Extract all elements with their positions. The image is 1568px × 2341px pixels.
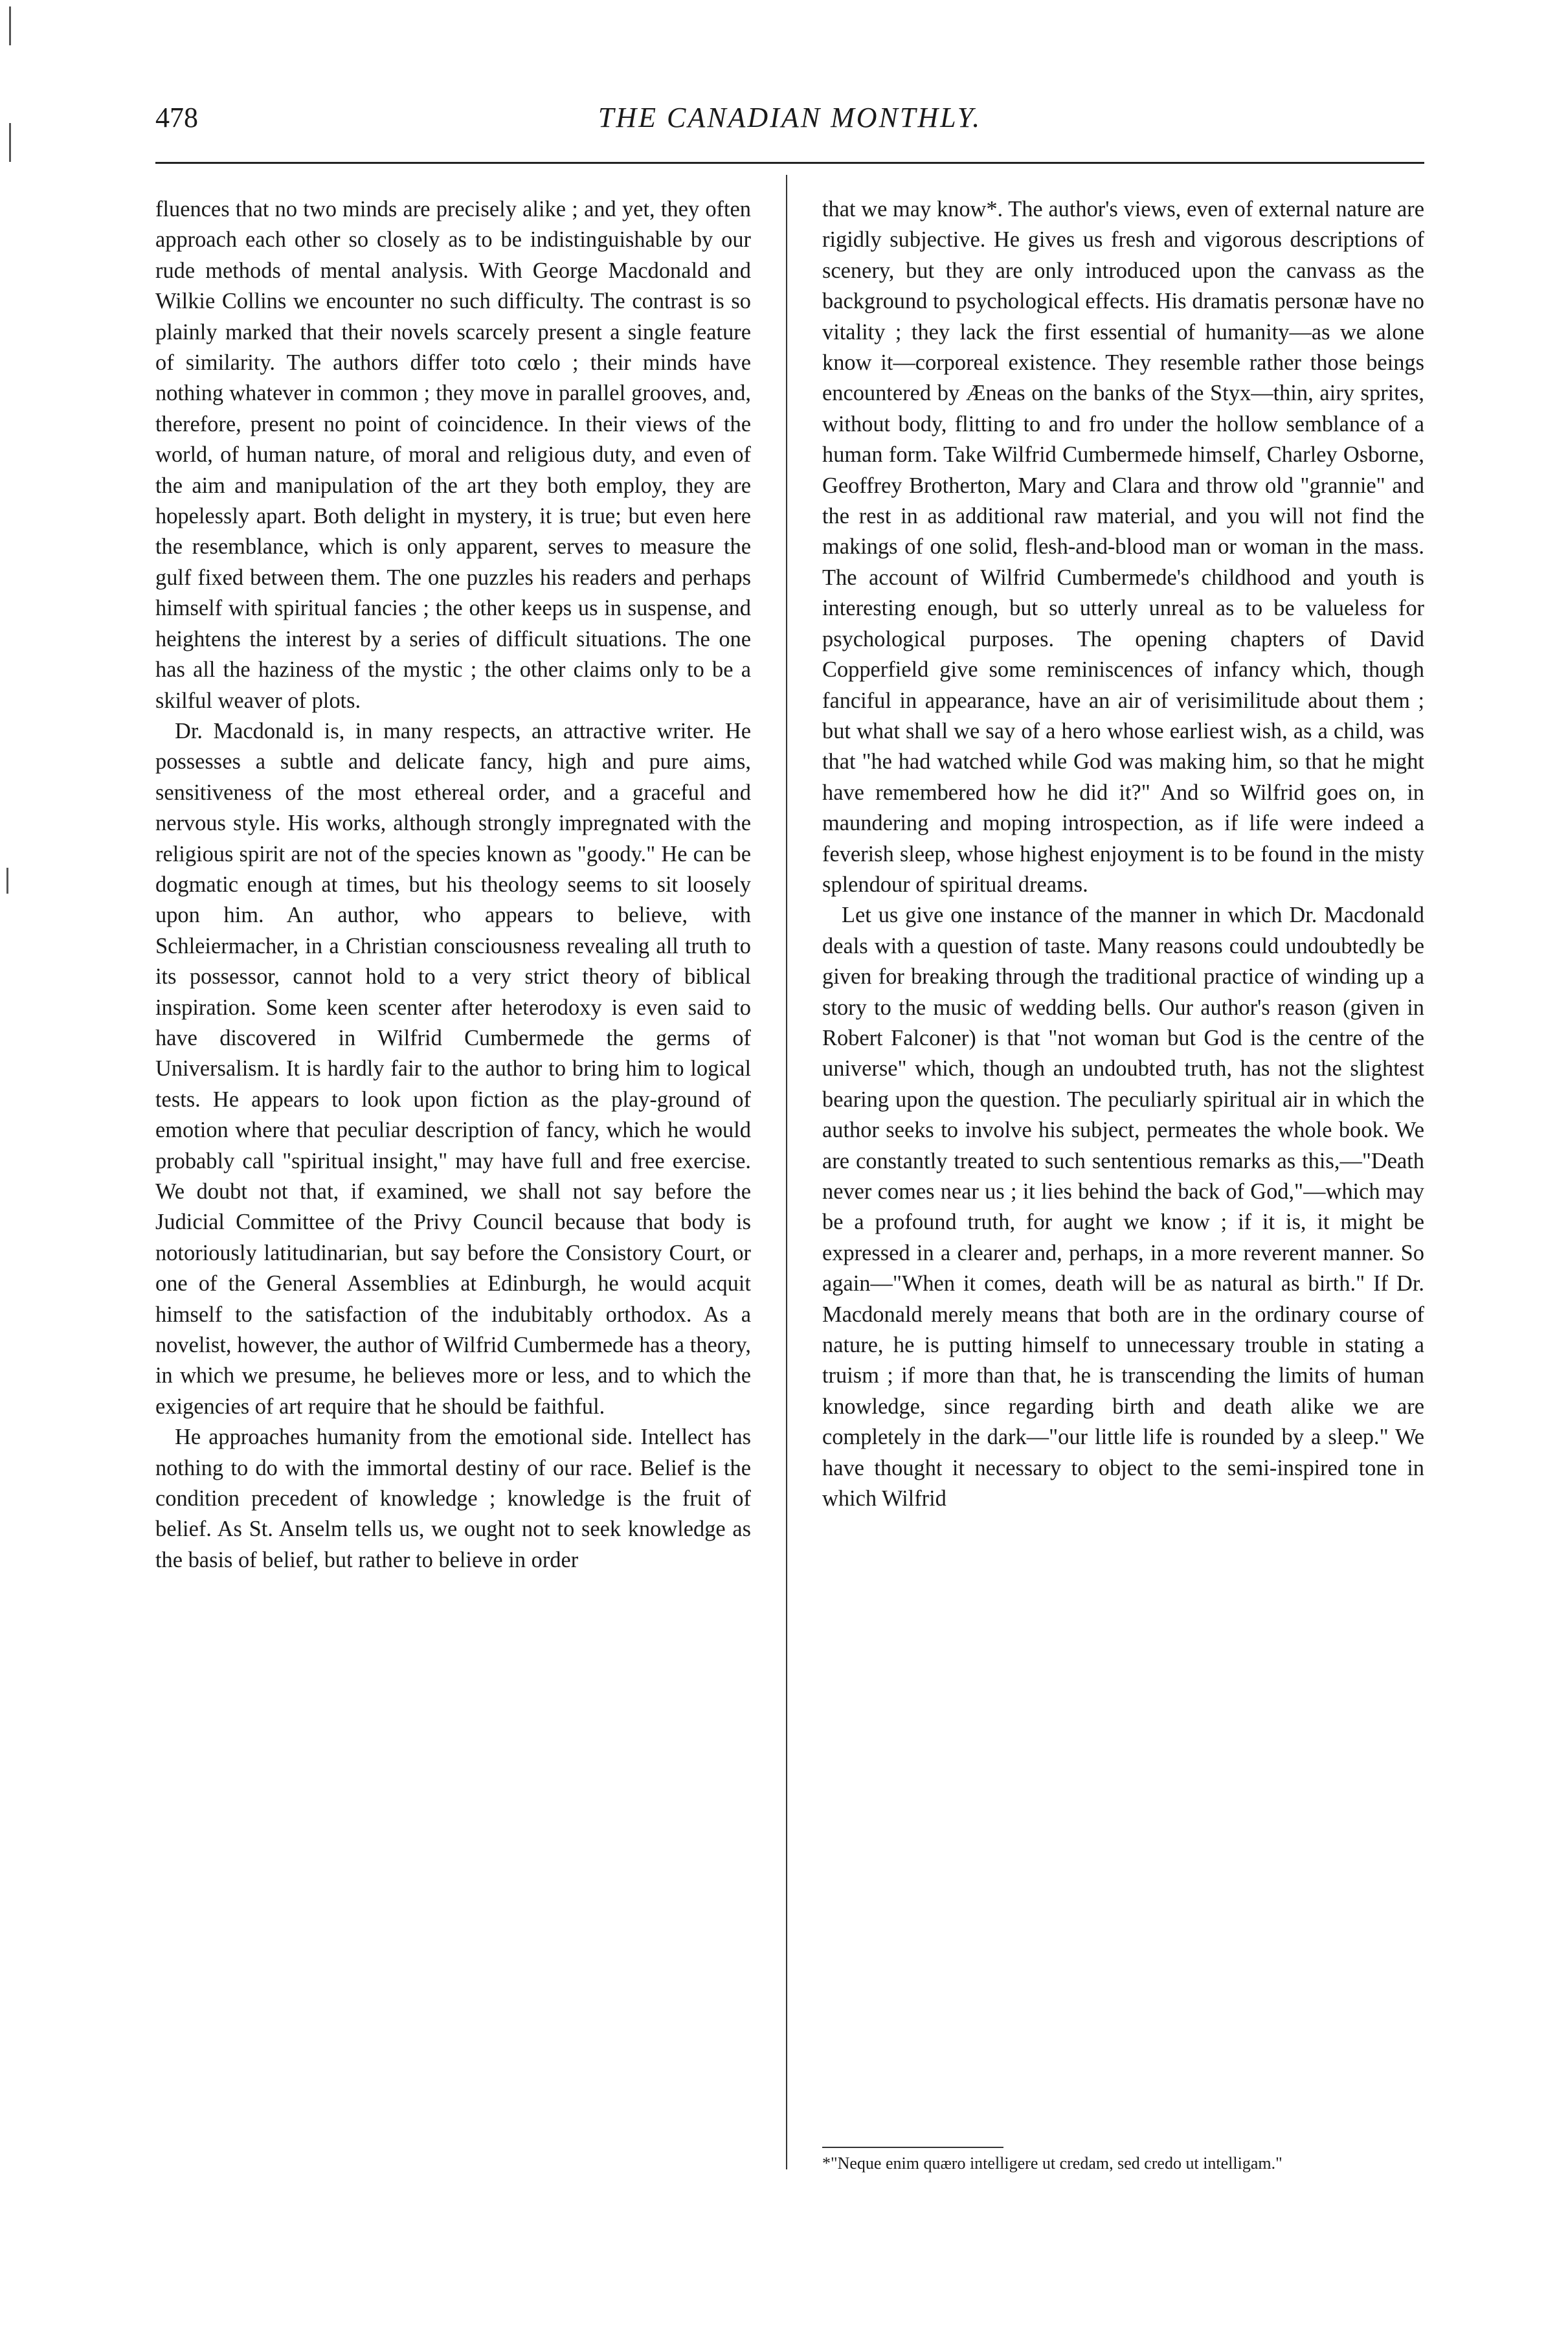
running-title: THE CANADIAN MONTHLY.: [598, 102, 982, 133]
right-paragraph-1: that we may know*. The author's views, even of external nature are rigidly subjective. He gives us fresh and vigorous descriptions of scenery, but they are only introduced upon the canvass as the background to psychological effects. His dramatis personæ have no vitality ; they lack the first essential of humanity—as we alone know it—corporeal existence. They resemble rather those beings encountered by Æneas on the banks of the Styx—thin, airy sprites, without body, flitting to and fro under the hollow semblance of a human form. Take Wilfrid Cumbermede himself, Charley Osborne, Geoffrey Brotherton, Mary and Clara and throw old "grannie" and the rest in as additional raw material, and you will not find the makings of one solid, flesh-and-blood man or woman in the mass. The account of Wilfrid Cumbermede's childhood and youth is interesting enough, but so utterly unreal as to be valueless for psychological purposes. The opening chapters of David Copperfield give some reminiscences of infancy which, though fanciful in appearance, have an air of verisimilitude about them ; but what shall we say of a hero whose earliest wish, as a child, was that "he had watched while God was making him, so that he might have remembered how he did it?" And so Wilfrid goes on, in maundering and moping introspection, as if life were indeed a feverish sleep, whose highest enjoyment is to be found in the misty splendour of spiritual dreams.: [822, 197, 1424, 897]
left-paragraph-1: fluences that no two minds are precisely alike ; and yet, they often approach each other so closely as to be indistinguishable by our rude methods of mental analysis. With George Macdonald and Wilkie Collins we encounter no such difficulty. The contrast is so plainly marked that their novels scarcely present a single feature of similarity. The authors differ toto cœlo ; their minds have nothing whatever in common ; they move in parallel grooves, and, therefore, present no point of coincidence. In their views of the world, of human nature, of moral and religious duty, and even of the aim and manipulation of the art they both employ, they are hopelessly apart. Both delight in mystery, it is true; but even here the resemblance, which is only apparent, serves to measure the gulf fixed between them. The one puzzles his readers and perhaps himself with spiritual fancies ; the other keeps us in suspense, and heightens the interest by a series of difficult situations. The one has all the haziness of the mystic ; the other claims only to be a skilful weaver of plots.: [155, 197, 751, 713]
footnote-rule: [822, 2147, 1003, 2148]
footnote: *"Neque enim quæro intelligere ut credam, sed credo ut intelligam.": [822, 2154, 1282, 2173]
page-header: [155, 97, 1424, 149]
margin-scan-mark: [6, 868, 8, 894]
page-number: 478: [155, 102, 198, 133]
right-paragraph-2: Let us give one instance of the manner in which Dr. Macdonald deals with a question of taste. Many reasons could undoubtedly be given for breaking through the traditional practice of winding up a story to the music of wedding bells. Our author's reason (given in Robert Falconer) is that "not woman but God is the centre of the universe" which, though an undoubted truth, has not the slightest bearing upon the question. The peculiarly spiritual air in which the author seeks to involve his subject, permeates the whole book. We are constantly treated to such sententious remarks as this,—"Death never comes near us ; it lies behind the back of God,"—which may be a profound truth, for aught we know ; if it is, it might be expressed in a clearer and, perhaps, in a more reverent manner. So again—"When it comes, death will be as natural as birth." If Dr. Macdonald merely means that both are in the ordinary course of nature, he is putting himself to unnecessary trouble in stating a truism ; if more than that, he is transcending the limits of human knowledge, since regarding birth and death alike we are completely in the dark—"our little life is rounded by a sleep." We have thought it necessary to object to the semi-inspired tone in which Wilfrid: [822, 903, 1424, 1511]
right-column: [822, 194, 1424, 1514]
left-paragraph-2: Dr. Macdonald is, in many respects, an attractive writer. He possesses a subtle and delicate fancy, high and pure aims, sensitiveness of the most ethereal order, and a graceful and nervous style. His works, although strongly impregnated with the religious spirit are not of the species known as "goody." He can be dogmatic enough at times, but his theology seems to sit loosely upon him. An author, who appears to believe, with Schleiermacher, in a Christian consciousness revealing all truth to its possessor, cannot hold to a very strict theory of biblical inspiration. Some keen scenter after heterodoxy is even said to have discovered in Wilfrid Cumbermede the germs of Universalism. It is hardly fair to the author to bring him to logical tests. He appears to look upon fiction as the play-ground of emotion where that peculiar description of fancy, which he would probably call "spiritual insight," may have full and free exercise. We doubt not that, if examined, we shall not say before the Judicial Committee of the Privy Council because that body is notoriously latitudinarian, but say before the Consistory Court, or one of the General Assemblies at Edinburgh, he would acquit himself to the satisfaction of the indubitably orthodox. As a novelist, however, the author of Wilfrid Cumbermede has a theory, in which we presume, he believes more or less, and to which the exigencies of art require that he should be faithful.: [155, 718, 751, 1419]
margin-scan-mark: [9, 6, 11, 45]
left-column: [155, 194, 751, 1576]
left-paragraph-3: He approaches humanity from the emotional side. Intellect has nothing to do with the immortal destiny of our race. Belief is the condition precedent of knowledge ; knowledge is the fruit of belief. As St. Anselm tells us, we ought not to seek knowledge as the basis of belief, but rather to believe in order: [155, 1425, 751, 1572]
margin-scan-mark: [9, 123, 11, 162]
header-rule: [155, 162, 1424, 164]
column-rule: [786, 175, 787, 2169]
